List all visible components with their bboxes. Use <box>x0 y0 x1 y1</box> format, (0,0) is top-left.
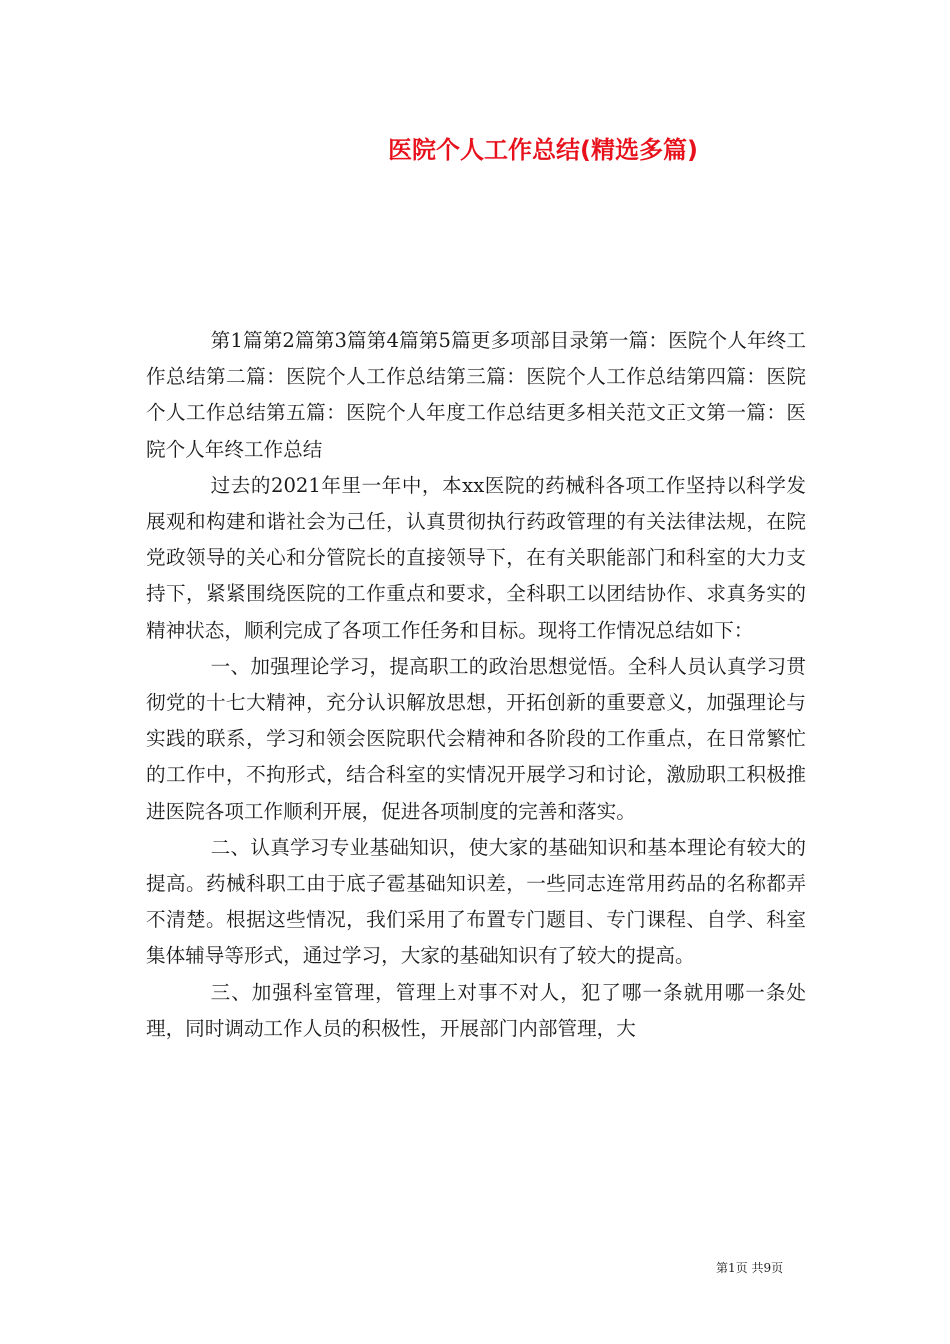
document-title: 医院个人工作总结(精选多篇) <box>388 136 698 164</box>
paragraph-section-1: 一、加强理论学习，提高职工的政治思想觉悟。全科人员认真学习贯彻党的十七大精神，充分认识解放思想，开拓创新的重要意义，加强理论与实践的联系，学习和领会医院职代会精神和各阶段的工作重点，在日常繁忙的工作中，不拘形式，结合科室的实情况开展学习和讨论，激励职工积极推进医院各项工作顺利开展，促进各项制度的完善和落实。 <box>146 654 806 823</box>
paragraph-intro: 过去的2021年里一年中，本xx医院的药械科各项工作坚持以科学发展观和构建和谐社会为己任，认真贯彻执行药政管理的有关法律法规，在院党政领导的关心和分管院长的直接领导下，在有关职能部门和科室的大力支持下，紧紧围绕医院的工作重点和要求，全科职工以团结协作、求真务实的精神状态，顺利完成了各项工作任务和目标。现将工作情况总结如下： <box>146 473 806 642</box>
paragraph-section-2: 二、认真学习专业基础知识，使大家的基础知识和基本理论有较大的提高。药械科职工由于底子雹基础知识差，一些同志连常用药品的名称都弄不清楚。根据这些情况，我们采用了布置专门题目、专门课程、自学、科室集体辅导等形式，通过学习，大家的基础知识有了较大的提高。 <box>146 835 806 968</box>
page-number-footer: 第1页 共9页 <box>716 1261 784 1275</box>
paragraph-section-3: 三、加强科室管理，管理上对事不对人，犯了哪一条就用哪一条处理，同时调动工作人员的积极性，开展部门内部管理，大 <box>146 980 806 1040</box>
paragraph-toc: 第1篇第2篇第3篇第4篇第5篇更多项部目录第一篇：医院个人年终工作总结第二篇：医院个人工作总结第三篇：医院个人工作总结第四篇：医院个人工作总结第五篇：医院个人年度工作总结更多相关范文正文第一篇：医院个人年终工作总结 <box>146 329 806 461</box>
document-body <box>146 323 806 1047</box>
